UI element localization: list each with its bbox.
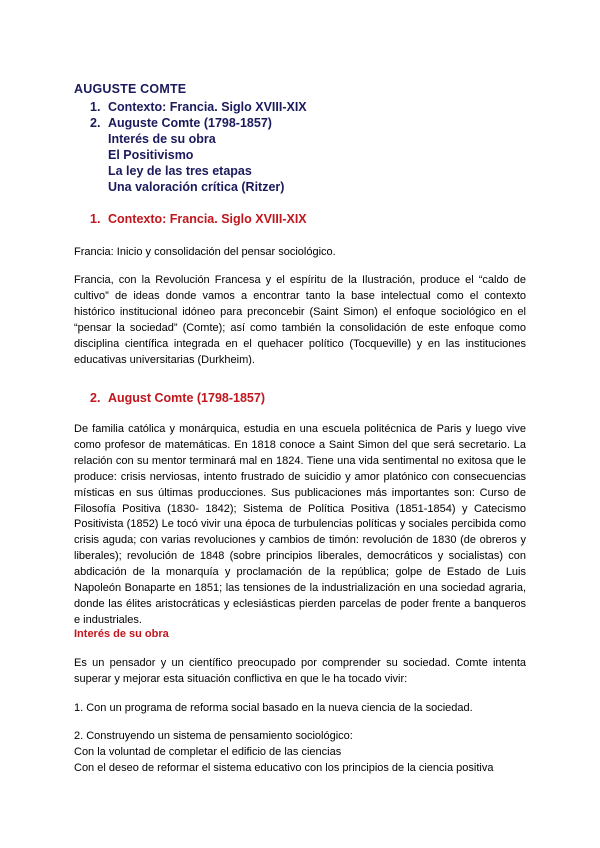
toc-subitem: El Positivismo bbox=[108, 148, 194, 162]
interes-point-2: 2. Construyendo un sistema de pensamiento sociológico: Con la voluntad de completar el edificio de las ciencias Con el deseo de reformar el sistema educativo con los principios de la ciencia positiva bbox=[74, 730, 494, 774]
toc-item: 1. Contexto: Francia. Siglo XVIII-XIX bbox=[90, 100, 307, 114]
section-1-heading: 1. Contexto: Francia. Siglo XVIII-XIX bbox=[90, 212, 307, 226]
toc-subitem: La ley de las tres etapas bbox=[108, 164, 252, 178]
section-1-intro: Francia: Inicio y consolidación del pensar sociológico. bbox=[74, 246, 336, 258]
interes-paragraph: Es un pensador y un científico preocupado por comprender su sociedad. Comte intenta superar y mejorar esta situación conflictiva en que le ha tocado vivir: bbox=[74, 657, 526, 685]
toc-item-label: Auguste Comte (1798-1857) bbox=[108, 116, 272, 130]
section-2-heading: 2. August Comte (1798-1857) bbox=[90, 391, 265, 405]
section-1-body: Francia, con la Revolución Francesa y el espíritu de la Ilustración, produce el “caldo de cultivo” de ideas donde vamos a encontrar tanto la base intelectual como el contexto histórico institucional idóneo para preconcebir (Saint Simon) el enfoque sociológico en el “pensar la sociedad” (Comte); así como también la consolidación de este enfoque como disciplina científica integrada en el quehacer político (Tocqueville) y en las instituciones educativas universitarias (Durkheim). bbox=[74, 274, 526, 366]
toc-item-label: Contexto: Francia. Siglo XVIII-XIX bbox=[108, 100, 307, 114]
interes-point-1: 1. Con un programa de reforma social basado en la nueva ciencia de la sociedad. bbox=[74, 702, 473, 714]
section-2-body: De familia católica y monárquica, estudia en una escuela politécnica de Paris y luego vive como profesor de matemáticas. En 1818 conoce a Saint Simon del que será secretario. La relación con su mentor terminará mal en 1824. Tiene una vida sentimental no exitosa que le produce: crisis nerviosas, intento frustrado de suicidio y amor platónico con consecuencias místicas en sus últimas producciones. Sus publicaciones más importantes son: Curso de Filosofía Positiva (1830- 1842); Sistema de Política Positiva (1851-1854) y Catecismo Positivista (1852) Le tocó vivir una época de turbulencias políticas y sociales percibida como crisis aguda; con varias revoluciones y cambios de timón: revolución de 1830 (de obreros y liberales); revolución de 1848 (sobre principios liberales, democráticos y socialistas) con abdicación de la monarquía y proclamación de la república; golpe de Estado de Luis Napoleón Bonaparte en 1851; las tensiones de la industrialización en una sociedad agraria, donde las élites aristocráticas y eclesiásticas pierden parcelas de poder frente a banqueros e industriales. bbox=[74, 423, 526, 626]
interes-heading: Interés de su obra bbox=[74, 628, 169, 640]
toc-subitem: Una valoración crítica (Ritzer) bbox=[108, 180, 285, 194]
table-of-contents bbox=[90, 99, 307, 195]
toc-item: 2. Auguste Comte (1798-1857) bbox=[90, 116, 272, 130]
toc-subitem: Interés de su obra bbox=[108, 132, 216, 146]
document-title: AUGUSTE COMTE bbox=[74, 82, 187, 96]
